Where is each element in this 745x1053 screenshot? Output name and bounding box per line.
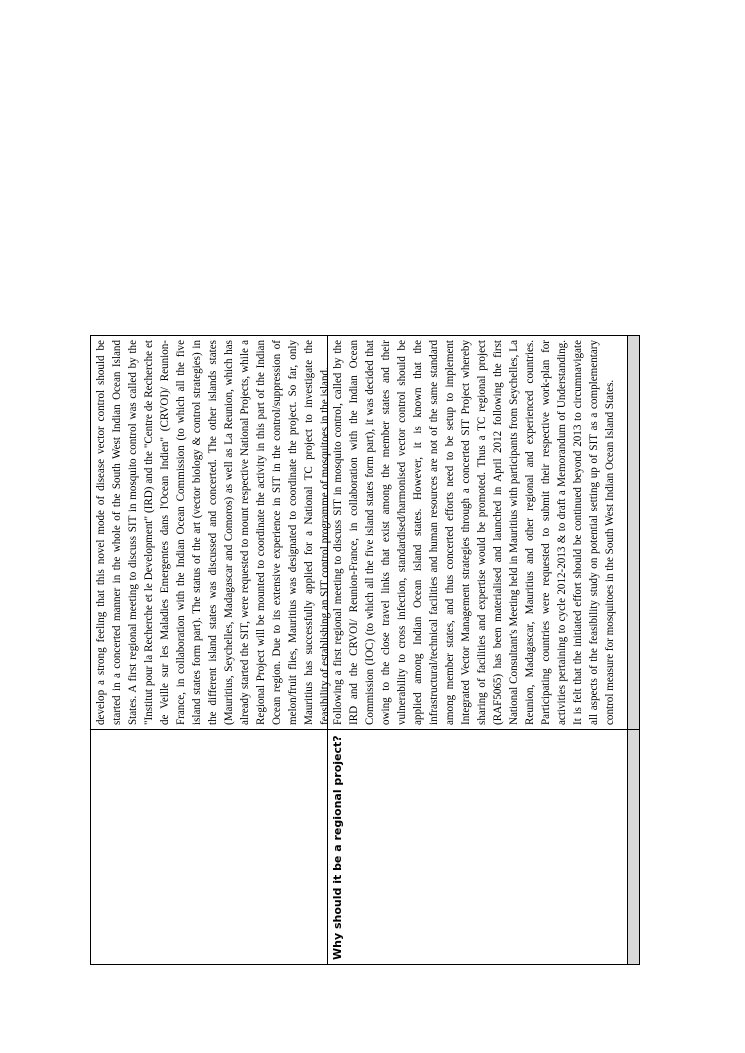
- table-row: [327, 336, 627, 964]
- row-text: [628, 336, 639, 729]
- table-row: [91, 336, 331, 964]
- row-text-why-regional: Following a first regional meeting to discuss SIT in mosquito control, called by the IRD and the CRVOI/ Reunion-France, in collaboration with the Indian Ocean Commission (IOC) (to which all the five island states form part), it was decided that owing to the close travel links that exist among the member states and their vulnerability to cross infection, standardised/harmonised vector control should be applied among Indian Ocean island states. However, it is known that the infrastructural/technical facilities and human resources are not of the same standard among member states, and thus concerted efforts need to be setup to implement Integrated Vector Management strategies through a concerted SIT Project whereby sharing of facilities and expertise would be promoted. Thus a TC regional project (RAF5065) has been materialised and launched in April 2012 following the first National Consultant's Meeting held in Mauritius with participants from Seychelles, La Reunion, Madagascar, Mauritius and other regional and experienced countries. Participating countries were requested to submit their respective work-plan for activities pertaining to cycle 2012-2013 & to draft a Memorandum of Understanding. It is felt that the initiated effort should be continued beyond 2013 to circumnavigate all aspects of the feasibility study on potential setting up of SIT as a complementary control measure for mosquitoes in the South West Indian Ocean Island States.: [332, 340, 616, 725]
- row-label: [91, 729, 327, 964]
- project-description-table: [90, 335, 640, 965]
- table-row-shaded: [627, 336, 639, 964]
- row-text: develop a strong feeling that this novel mode of disease vector control should be started in a concerted manner in the whole of the South West Indian Ocean Island States. A first regional meeting to discuss SIT in mosquito control was called by the "Institut pour la Recherche et le Development" (IRD) and the "Centre de Recherche et de Veille sur les Maladies Emergentes dans l'Ocean Indien" (CRVOI)/ Reunion-France, in collaboration with the Indian Ocean Commission (to which all the five island states form part). The status of the art (vector biology & control strategies) in the different island states was discussed and concerted. The other islands states (Mauritius, Seychelles, Madagascar and Comoros) as well as La Reunion, which has already started the SIT, were requested to mount respective National Projects, while a Regional Project will be mounted to coordinate the activity in this part of the Indian Ocean region. Due to its extensive experience in SIT in the control/suppression of melon/fruit flies, Mauritius was designated to coordinate the project. So far, only Mauritius has successfully applied for a National TC project to investigate the feasibility of establishing an SIT control programme of mosquitoes in the island.: [95, 340, 331, 725]
- rotated-page-region: [90, 335, 640, 965]
- row-label-why-regional: Why should it be a regional project?: [328, 729, 627, 964]
- row-label: [628, 729, 639, 964]
